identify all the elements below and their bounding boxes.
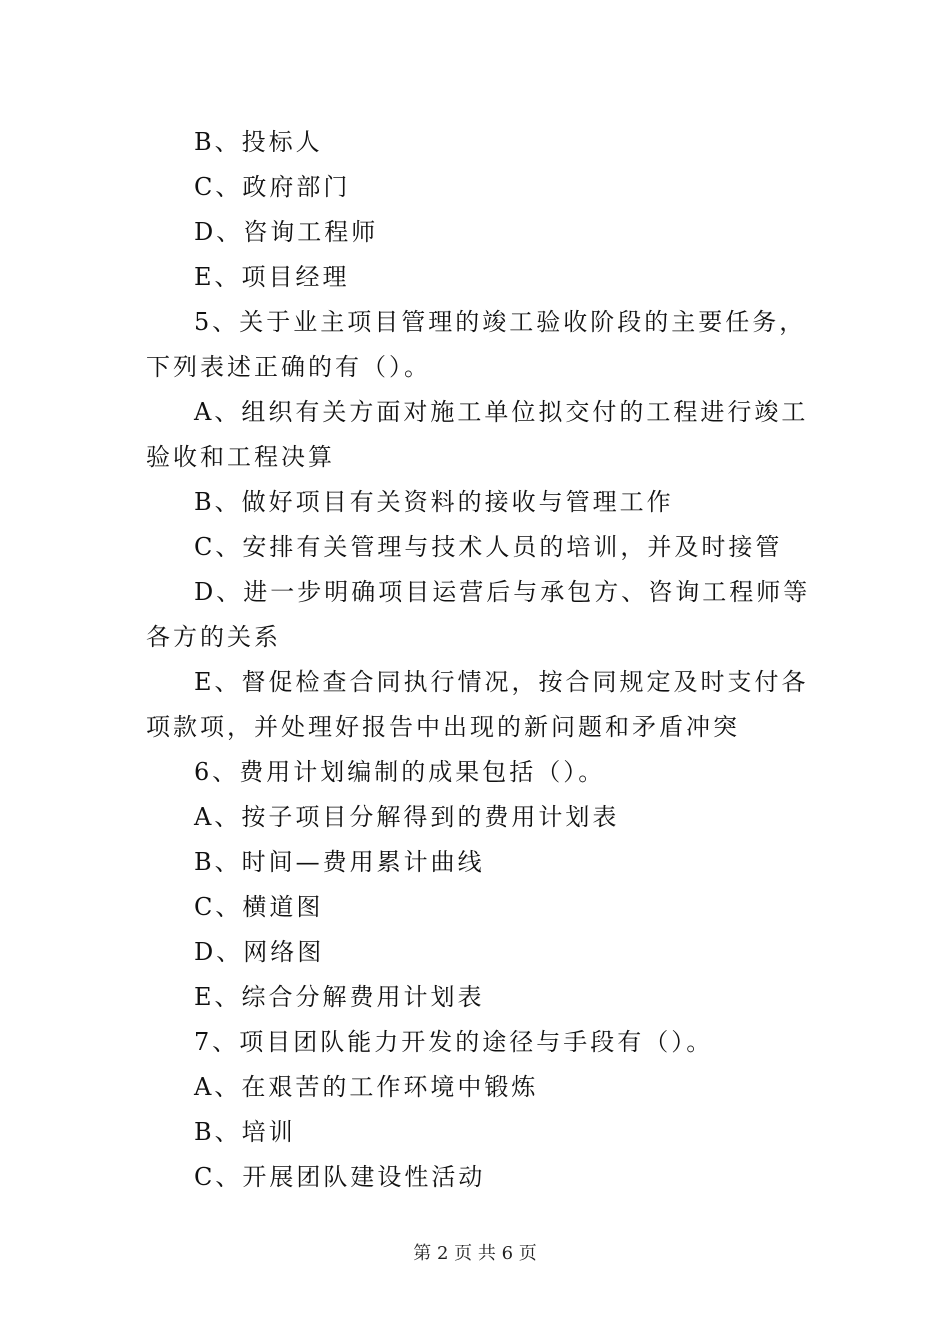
q5-option-c: C、安排有关管理与技术人员的培训，并及时接管 [194,533,783,561]
q5-option-e: E、督促检查合同执行情况，按合同规定及时支付各项款项，并处理好报告中出现的新问题和矛盾冲突 [146,668,809,741]
q6-option-b: B、时间—费用累计曲线 [194,848,485,876]
question-6: 6、费用计划编制的成果包括（）。 [194,758,606,786]
page-number: 第 2 页 共 6 页 [413,1243,537,1264]
q5-option-b: B、做好项目有关资料的接收与管理工作 [194,488,674,516]
question-7: 7、项目团队能力开发的途径与手段有（）。 [194,1028,714,1056]
q6-option-a: A、按子项目分解得到的费用计划表 [194,803,620,831]
option-c-government: C、政府部门 [194,173,351,201]
option-d-consultant: D、咨询工程师 [194,218,379,246]
question-5: 5、关于业主项目管理的竣工验收阶段的主要任务，下列表述正确的有（）。 [146,308,807,381]
q6-option-d: D、网络图 [194,938,325,966]
page-footer [0,1242,950,1266]
option-b-bidder: B、投标人 [194,128,323,156]
q7-option-b: B、培训 [194,1118,296,1146]
q7-option-a: A、在艰苦的工作环境中锻炼 [194,1073,539,1101]
q6-option-e: E、综合分解费用计划表 [194,983,485,1011]
q6-option-c: C、横道图 [194,893,324,921]
q5-option-a: A、组织有关方面对施工单位拟交付的工程进行竣工验收和工程决算 [146,398,809,471]
q5-option-d: D、进一步明确项目运营后与承包方、咨询工程师等各方的关系 [146,578,811,651]
document-body [146,120,816,1200]
q7-option-c: C、开展团队建设性活动 [194,1163,486,1191]
option-e-project-manager: E、项目经理 [194,263,350,291]
